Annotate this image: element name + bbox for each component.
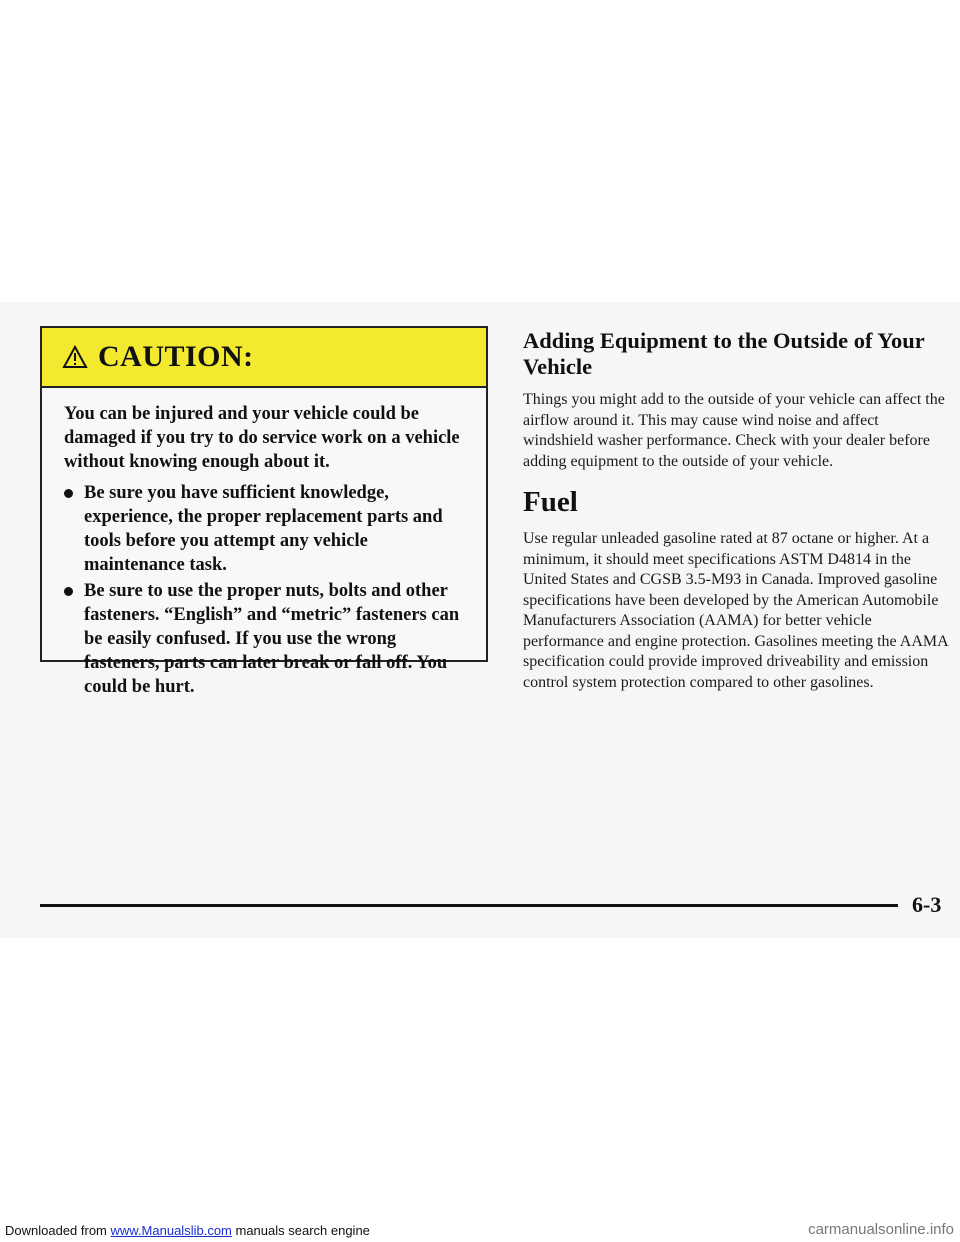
right-column: [523, 328, 948, 693]
watermark: carmanualsonline.info: [808, 1221, 954, 1238]
fuel-body: Use regular unleaded gasoline rated at 87 octane or higher. At a minimum, it should meet specifications ASTM D4814 in the United States and CGSB 3.5-M93 in Canada. Improved gasoline specifications have been developed by the American Automobile Manufacturers Association (AAMA) for better vehicle performance and engine protection. Gasolines meeting the AAMA specification could provide improved driveability and emission control system protection compared to other gasolines.: [523, 530, 948, 691]
caution-bullet-list: [64, 481, 466, 699]
caution-title: CAUTION:: [98, 340, 254, 373]
footer-rule: [40, 904, 898, 907]
caution-box: [40, 326, 488, 697]
caution-bullet-text: Be sure to use the proper nuts, bolts and other fasteners. “English” and “metric” fasteners can be easily confused. If you use the wrong fasteners, parts can later break or fall off. You could be hurt.: [84, 581, 460, 697]
caution-bullet-text: Be sure you have sufficient knowledge, experience, the proper replacement parts and tools before you attempt any vehicle maintenance task.: [84, 483, 443, 575]
adding-equipment-body: Things you might add to the outside of your vehicle can affect the airflow around it. This may cause wind noise and affect windshield washer performance. Check with your dealer before adding equipment to the outside of your vehicle.: [523, 391, 945, 470]
caution-body: [42, 388, 486, 699]
caution-bullet-item: [64, 579, 466, 699]
adding-equipment-heading: Adding Equipment to the Outside of Your Vehicle: [523, 328, 925, 379]
download-credit-suffix: manuals search engine: [231, 1223, 370, 1238]
caution-intro: You can be injured and your vehicle could be damaged if you try to do service work on a vehicle without knowing enough about it.: [64, 404, 460, 472]
fuel-heading: Fuel: [523, 486, 578, 518]
page-number: 6-3: [912, 892, 942, 917]
warning-triangle-icon: [62, 345, 88, 369]
manualslib-link[interactable]: www.Manualslib.com: [110, 1223, 232, 1238]
bullet-dot-icon: [64, 489, 73, 498]
download-credit-prefix: Downloaded from: [5, 1223, 111, 1238]
caution-header: [42, 328, 486, 388]
bullet-dot-icon: [64, 587, 73, 596]
download-credit: [5, 1223, 370, 1238]
caution-bullet-item: [64, 481, 466, 577]
